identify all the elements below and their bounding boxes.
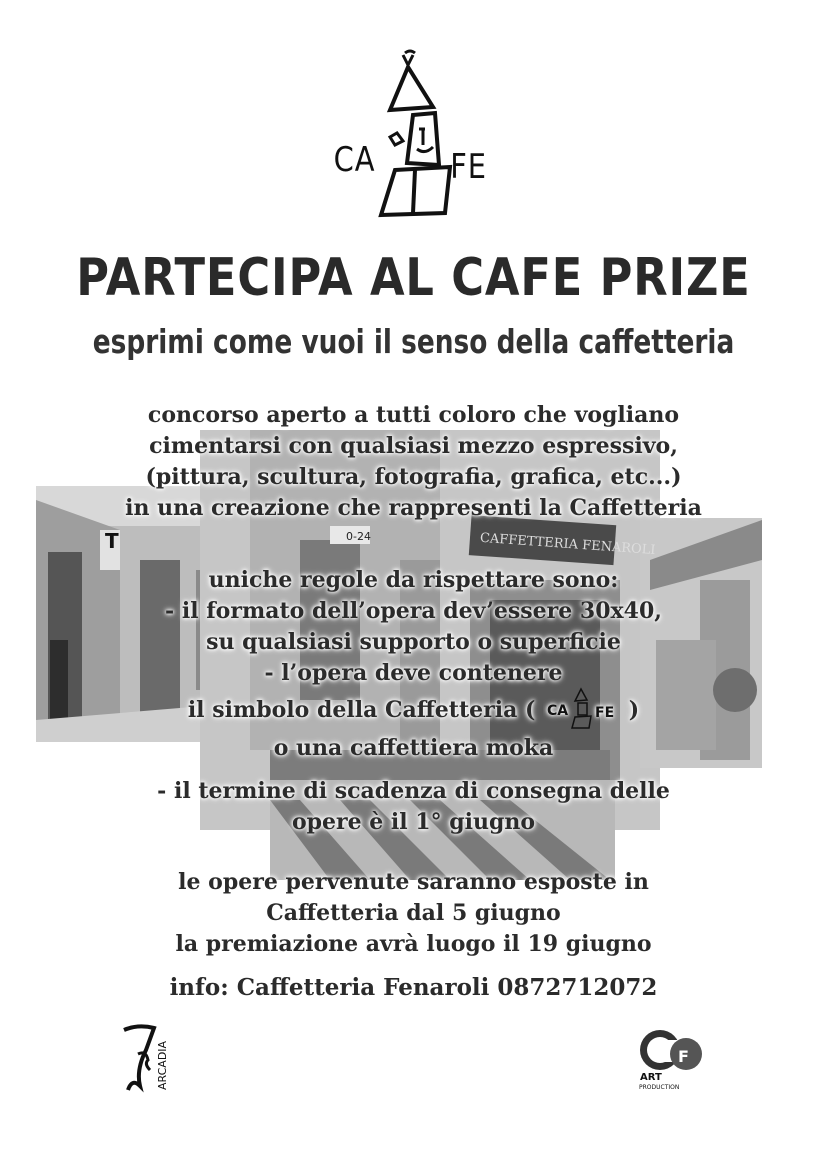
intro-line: concorso aperto a tutti coloro che vogliano	[147, 402, 680, 428]
contact-info-text: info: Caffetteria Fenaroli 0872712072	[169, 974, 658, 1001]
cafe-logo	[325, 45, 505, 225]
deadline-section	[0, 776, 827, 838]
svg-text:F: F	[678, 1047, 689, 1066]
cafe-symbol-icon	[543, 685, 621, 729]
intro-paragraph	[0, 400, 827, 524]
rules-line: - l’opera deve contenere	[264, 660, 563, 686]
arcadia-logo	[118, 1020, 188, 1095]
production-text: PRODUCTION	[639, 1084, 680, 1091]
exhibition-section	[0, 867, 827, 960]
street-number-sign: 0-24	[346, 530, 371, 543]
deadline-line: opere è il 1° giugno	[291, 809, 536, 835]
rules-line: o una caffettiera moka	[273, 735, 554, 761]
tabacchi-sign: T	[105, 529, 119, 553]
exhibition-line: la premiazione avrà luogo il 19 giugno	[175, 931, 652, 957]
rules-line4-suffix: )	[628, 697, 640, 723]
exhibition-line: Caffetteria dal 5 giugno	[266, 900, 561, 926]
svg-text:FE: FE	[595, 705, 615, 721]
cafe-art-production-logo	[636, 1022, 716, 1092]
svg-text:CA: CA	[547, 703, 569, 719]
rules-heading: uniche regole da rispettare sono:	[208, 567, 619, 593]
exhibition-line: le opere pervenute saranno esposte in	[178, 869, 649, 895]
logo-left-text: CA	[333, 140, 376, 180]
arcadia-mark-icon	[118, 1020, 188, 1095]
rules-line-symbol	[0, 689, 827, 733]
intro-line: (pittura, scultura, fotografia, grafica, etc...)	[145, 464, 682, 490]
rules-line4-prefix: il simbolo della Caffetteria (	[187, 697, 536, 723]
coffee-pot-figure-icon	[325, 45, 505, 225]
page-title: PARTECIPA AL CAFE PRIZE	[76, 248, 751, 308]
cafe-art-mark-icon	[636, 1022, 716, 1092]
page-subtitle: esprimi come vuoi il senso della caffetteria	[92, 322, 735, 361]
rules-line: su qualsiasi supporto o superficie	[206, 629, 621, 655]
deadline-line: - il termine di scadenza di consegna delle	[157, 778, 670, 804]
contact-info	[0, 972, 827, 1003]
shop-sign: CAFFETTERIA FENAROLI	[479, 530, 656, 559]
rules-line: - il formato dell’opera dev’essere 30x40,	[165, 598, 662, 624]
rules-section	[0, 565, 827, 764]
logo-right-text: FE	[450, 147, 487, 187]
arcadia-text: ARCADIA	[156, 1040, 169, 1090]
intro-line: in una creazione che rappresenti la Caffetteria	[125, 495, 702, 521]
art-text: ART	[640, 1072, 662, 1083]
intro-line: cimentarsi con qualsiasi mezzo espressivo,	[149, 433, 678, 459]
